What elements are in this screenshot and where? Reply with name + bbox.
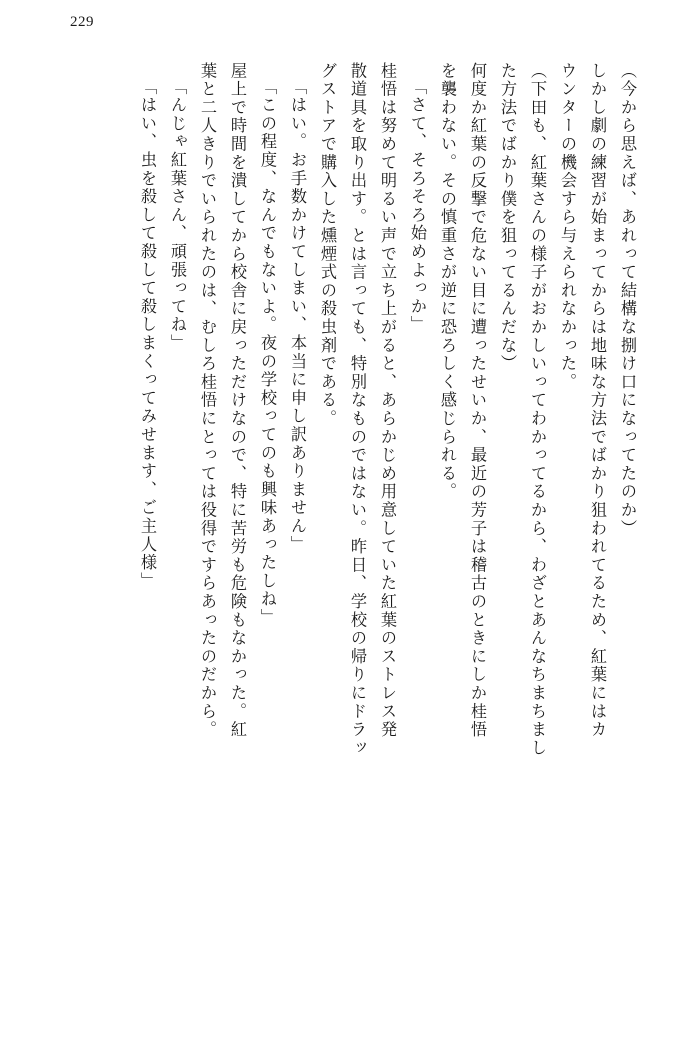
text-line: 「さて、そろそろ始めよっか」 [408,78,426,335]
text-line: を襲わない。その慎重さが逆に恐ろしく感じられる。 [438,62,456,502]
text-line: 「はい。お手数かけてしまい、本当に申し訳ありません」 [288,78,306,554]
text-line: ウンターの機会すら与えられなかった。 [558,62,576,392]
text-line: （今から思えば、あれって結構な捌け口になってたのか） [618,62,636,538]
text-line: （下田も、紅葉さんの様子がおかしいってわかってるから、わざとあんなちまちまし [528,62,546,758]
text-line: 何度か紅葉の反撃で危ない目に遭ったせいか、最近の芳子は稽古のときにしか桂悟 [468,62,486,740]
text-line: グストアで購入した燻煙式の殺虫剤である。 [318,62,336,428]
text-line: しかし劇の練習が始まってからは地味な方法でばかり狙われてるため、紅葉にはカ [588,62,606,740]
text-line: 散道具を取り出す。とは言っても、特別なものではない。昨日、学校の帰りにドラッ [348,62,366,758]
text-line: 屋上で時間を潰してから校舎に戻っただけなので、特に苦労も危険もなかった。紅 [228,62,246,740]
vertical-text-body [40,62,635,997]
text-line: 桂悟は努めて明るい声で立ち上がると、あらかじめ用意していた紅葉のストレス発 [378,62,396,740]
text-line: 「この程度、なんでもないよ。夜の学校ってのも興味あったしね」 [258,78,276,627]
text-line: 「はい、虫を殺して殺して殺しまくってみせます、ご主人様」 [138,78,156,591]
text-line: 葉と二人きりでいられたのは、むしろ桂悟にとっては役得ですらあったのだから。 [198,62,216,740]
text-line: 「んじゃ紅葉さん、頑張ってね」 [168,78,186,353]
page-number: 229 [70,14,94,30]
text-line: た方法でばかり僕を狙ってるんだな） [498,62,516,374]
